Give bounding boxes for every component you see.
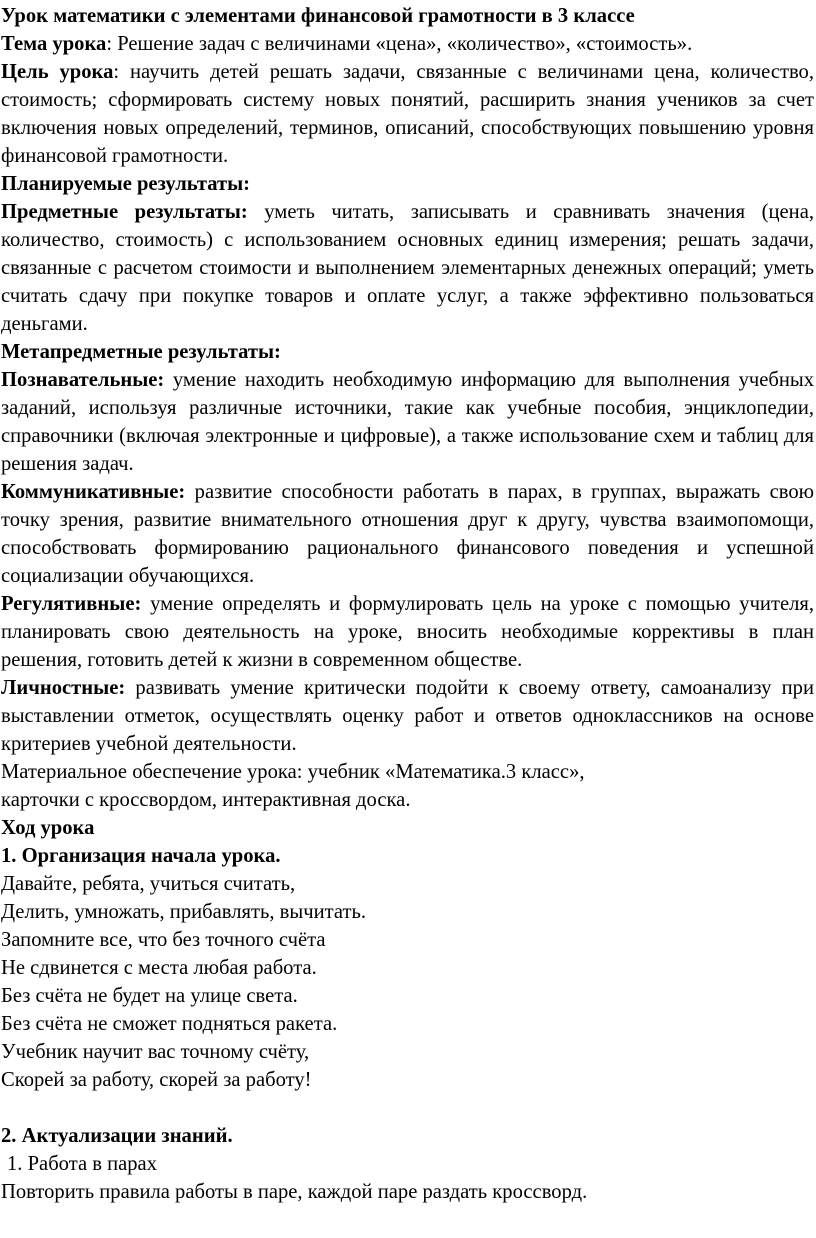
- cognitive-label: Познавательные:: [1, 369, 165, 391]
- section-2-item: 1. Работа в парах: [7, 1153, 157, 1175]
- communicative-text: развитие способности работать в парах, в группах, выражать свою точку зрения, развитие внимательного отношения друг к другу, чувства взаимопомощи, способствовать формированию рационального финансового поведения и успешной социализации обучающихся.: [1, 481, 814, 587]
- materials-line-2: карточки с кроссвордом, интерактивная доска.: [1, 789, 411, 811]
- cognitive-text: умение находить необходимую информацию для выполнения учебных заданий, используя различные источники, такие как учебные пособия, энциклопедии, справочники (включая электронные и цифровые), а также использование схем и таблиц для решения задач.: [1, 369, 814, 475]
- lesson-goal-text: : научить детей решать задачи, связанные с величинами цена, количество, стоимость; сформировать систему новых понятий, расширить знания учеников за счет включения новых определений, терминов, описаний, способствующих повышению уровня финансовой грамотности.: [1, 61, 814, 167]
- document-title: Урок математики с элементами финансовой грамотности в 3 классе: [1, 5, 635, 27]
- materials-line-1: Материальное обеспечение урока: учебник «Математика.3 класс»,: [1, 761, 585, 783]
- cognitive-results: [0, 366, 814, 478]
- regulatory-text: умение определять и формулировать цель на уроке с помощью учителя, планировать свою деятельность на уроке, вносить необходимые коррективы в план решения, готовить детей к жизни в современном обществе.: [1, 593, 814, 671]
- personal-label: Личностные:: [1, 677, 126, 699]
- poem-line: Без счёта не сможет подняться ракета.: [1, 1013, 338, 1035]
- lesson-goal-label: Цель урока: [1, 61, 114, 83]
- subject-results-label: Предметные результаты:: [1, 201, 248, 223]
- poem: [0, 870, 814, 1094]
- subject-results-text: уметь читать, записывать и сравнивать значения (цена, количество, стоимость) с использованием основных единиц измерения; решать задачи, связанные с расчетом стоимости и выполнением элементарных денежных операций; уметь считать сдачу при покупке товаров и оплате услуг, а также эффективно пользоваться деньгами.: [1, 201, 814, 335]
- communicative-results: [0, 478, 814, 590]
- meta-results-heading: Метапредметные результаты:: [1, 341, 281, 363]
- lesson-topic-label: Тема урока: [1, 33, 107, 55]
- section-1-heading: 1. Организация начала урока.: [1, 845, 281, 867]
- poem-line: Учебник научит вас точному счёту,: [1, 1041, 310, 1063]
- subject-results: [0, 198, 814, 338]
- lesson-topic: [0, 30, 814, 58]
- section-2-heading: 2. Актуализации знаний.: [1, 1125, 233, 1147]
- poem-line: Делить, умножать, прибавлять, вычитать.: [1, 901, 366, 923]
- regulatory-label: Регулятивные:: [1, 593, 142, 615]
- poem-line: Давайте, ребята, учиться считать,: [1, 873, 296, 895]
- poem-line: Не сдвинется с места любая работа.: [1, 957, 317, 979]
- blank-line: [0, 1094, 814, 1122]
- personal-results: [0, 674, 814, 758]
- planned-results-heading: Планируемые результаты:: [1, 173, 251, 195]
- section-2-text: Повторить правила работы в паре, каждой паре раздать кроссворд.: [1, 1181, 588, 1203]
- lesson-flow-heading: Ход урока: [1, 817, 95, 839]
- poem-line: Скорей за работу, скорей за работу!: [1, 1069, 312, 1091]
- lesson-topic-text: : Решение задач с величинами «цена», «количество», «стоимость».: [106, 33, 693, 55]
- regulatory-results: [0, 590, 814, 674]
- personal-text: развивать умение критически подойти к своему ответу, самоанализу при выставлении отметок, осуществлять оценку работ и ответов одноклассников на основе критериев учебной деятельности.: [1, 677, 814, 755]
- poem-line: Запомните все, что без точного счёта: [1, 929, 326, 951]
- poem-line: Без счёта не будет на улице света.: [1, 985, 298, 1007]
- communicative-label: Коммуникативные:: [1, 481, 186, 503]
- document-page: [0, 2, 814, 1206]
- lesson-goal: [0, 58, 814, 170]
